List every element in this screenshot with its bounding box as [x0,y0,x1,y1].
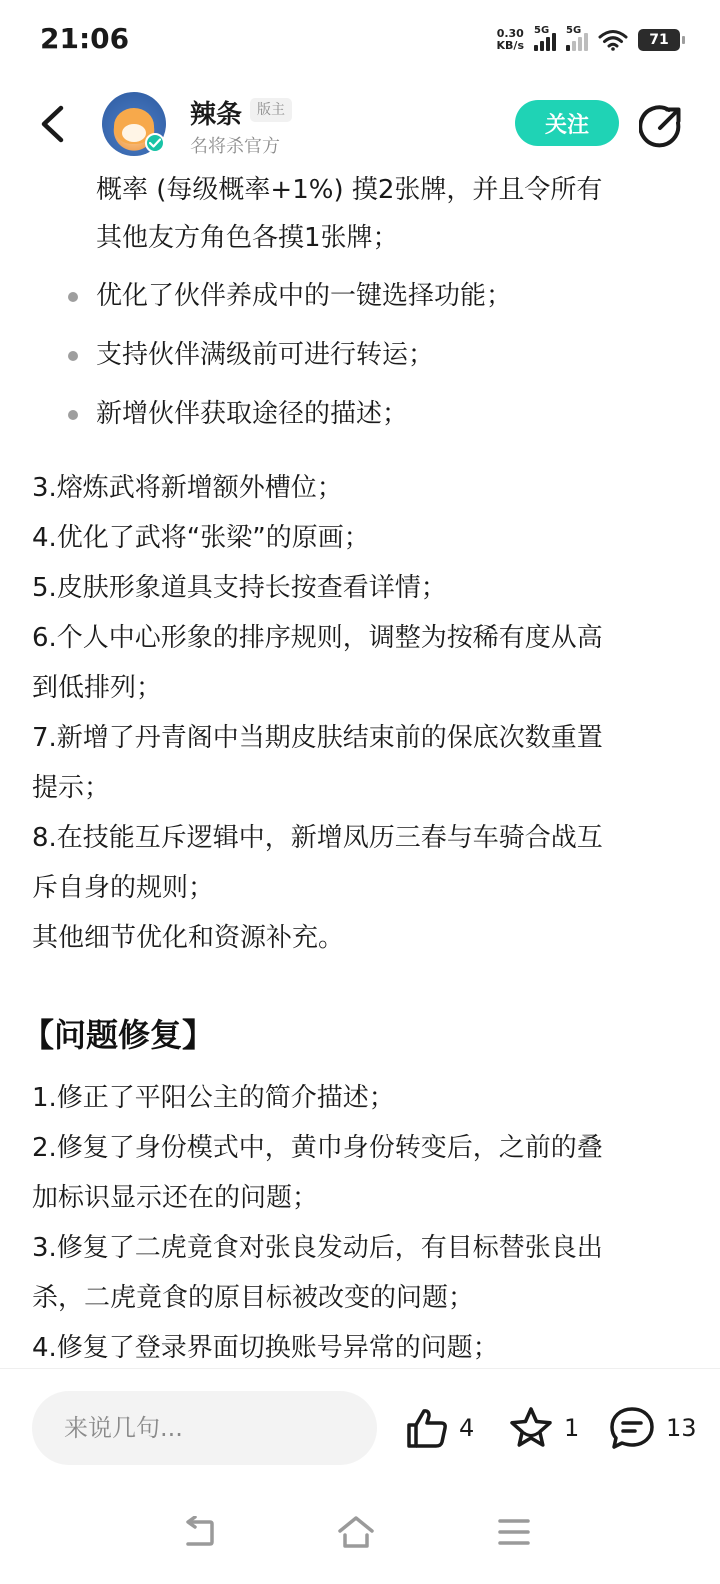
fix-line: 4.修复了登录界面切换账号异常的问题； [32,1333,499,1363]
bullet-dot [68,292,78,302]
network-speed [497,28,524,52]
favorite-count: 1 [564,1414,580,1442]
star-icon [508,1405,554,1451]
bullet-dot [68,410,78,420]
fix-line: 杀，二虎竟食的原目标被改变的问题； [32,1283,475,1313]
bottom-action-bar [0,1368,720,1486]
battery-level: 71 [649,32,669,48]
network-speed-unit: KB/s [496,39,524,52]
content-line: 6.个人中心形象的排序规则，调整为按稀有度从高 [32,623,603,653]
wifi-icon [598,29,628,51]
home-icon [336,1515,376,1549]
bullet-item: 新增伙伴获取途径的描述； [96,399,409,429]
comment-input[interactable] [32,1391,377,1465]
share-button[interactable] [638,104,684,150]
verified-badge-icon [145,133,165,153]
status-indicators [497,24,680,56]
thumbs-up-icon [405,1406,449,1450]
content-line: 其他细节优化和资源补充。 [32,923,345,953]
network-speed-value: 0.30 [496,27,524,40]
menu-icon [497,1517,531,1547]
like-button[interactable] [405,1405,474,1451]
signal-strength-icon-2 [566,25,588,51]
content-line: 7.新增了丹青阁中当期皮肤结束前的保底次数重置 [32,723,603,753]
back-arrow-icon [39,105,65,143]
signal-strength-icon [534,25,556,51]
post-header [0,80,720,170]
fix-line: 2.修复了身份模式中，黄巾身份转变后，之前的叠 [32,1133,603,1163]
section-title: 【问题修复】 [22,1016,215,1054]
follow-button[interactable]: 关注 [515,100,619,146]
back-button[interactable] [28,98,76,150]
favorite-button[interactable] [508,1405,579,1451]
content-line: 提示； [32,773,111,803]
author-name[interactable]: 辣条 [190,100,243,130]
content-line: 3.熔炼武将新增额外槽位； [32,473,343,503]
post-content [0,170,720,1368]
share-icon [639,105,683,149]
bullet-dot [68,351,78,361]
fix-line: 1.修正了平阳公主的简介描述； [32,1083,395,1113]
moderator-badge: 版主 [250,98,292,122]
content-line: 到低排列； [32,673,163,703]
nav-back-button[interactable] [174,1508,222,1556]
signal-label-2: 5G [566,25,582,36]
comment-count: 13 [666,1414,697,1442]
signal-label: 5G [534,25,550,36]
battery-icon [638,29,680,51]
content-line: 4.优化了武将“张梁”的原画； [32,523,370,553]
content-line: 8.在技能互斥逻辑中，新增凤历三春与车骑合战互 [32,823,603,853]
comment-bubble-icon [608,1405,656,1451]
like-count: 4 [459,1414,475,1442]
bullet-item: 支持伙伴满级前可进行转运； [96,340,435,370]
status-bar [0,0,720,80]
fix-line: 3.修复了二虎竟食对张良发动后，有目标替张良出 [32,1233,603,1263]
content-line: 概率 (每级概率+1%) 摸2张牌，并且令所有 [96,175,603,205]
nav-home-button[interactable] [332,1508,380,1556]
content-line: 其他友方角色各摸1张牌； [96,223,399,253]
nav-menu-button[interactable] [490,1508,538,1556]
bullet-item: 优化了伙伴养成中的一键选择功能； [96,281,513,311]
status-time: 21:06 [40,22,130,55]
content-line: 斥自身的规则； [32,873,215,903]
comment-button[interactable] [608,1405,697,1451]
nav-back-icon [180,1516,216,1548]
author-subtitle: 名将杀官方 [190,136,280,157]
fix-line: 加标识显示还在的问题； [32,1183,319,1213]
content-line: 5.皮肤形象道具支持长按查看详情； [32,573,447,603]
navigation-bar [0,1486,720,1584]
